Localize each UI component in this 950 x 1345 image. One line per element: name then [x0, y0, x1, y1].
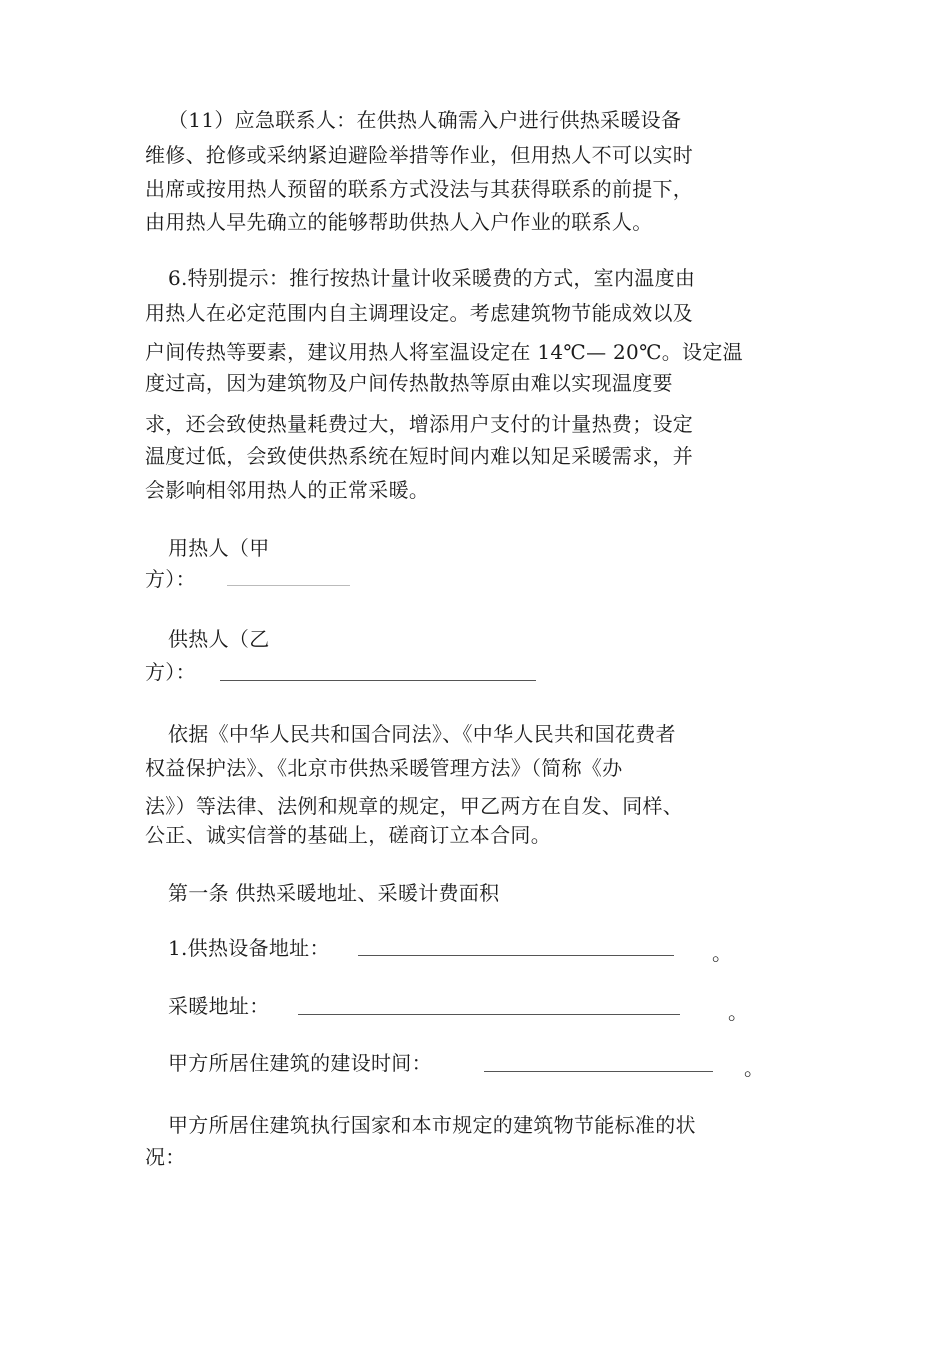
para11-line-2: 维修、抢修或采纳紧迫避险举措等作业，但用热人不可以实时 — [145, 143, 694, 167]
heating-address-period: 。 — [728, 1000, 748, 1024]
party-a-label-2: 方）： — [145, 567, 196, 591]
device-address-blank[interactable] — [358, 955, 674, 956]
heating-address-label: 采暖地址： — [168, 994, 270, 1018]
build-time-blank[interactable] — [484, 1071, 713, 1072]
standard-status-line-2: 况： — [145, 1145, 186, 1169]
build-time-label: 甲方所居住建筑的建设时间： — [168, 1051, 432, 1075]
para11-line-1: （11）应急联系人：在供热人确需入户进行供热采暖设备 — [168, 108, 682, 132]
build-time-period: 。 — [744, 1056, 764, 1080]
para6-line-5: 求，还会致使热量耗费过大，增添用户支付的计量热费；设定 — [145, 412, 694, 436]
para6-line-1: 6.特别提示：推行按热计量计收采暖费的方式，室内温度由 — [168, 266, 696, 290]
basis-line-3: 法》）等法律、法例和规章的规定，甲乙两方在自发、同样、 — [145, 794, 684, 818]
para6-line-2: 用热人在必定范围内自主调理设定。考虑建筑物节能成效以及 — [145, 301, 694, 325]
party-b-label-1: 供热人（乙 — [168, 627, 270, 651]
para6-line-6: 温度过低，会致使供热系统在短时间内难以知足采暖需求，并 — [145, 444, 694, 468]
para6-line-7: 会影响相邻用热人的正常采暖。 — [145, 478, 430, 502]
device-address-period: 。 — [712, 941, 732, 965]
basis-line-2: 权益保护法》、《北京市供热采暖管理方法》（简称《办 — [145, 756, 623, 780]
basis-line-4: 公正、诚实信誉的基础上，磋商订立本合同。 — [145, 823, 551, 847]
para11-line-3: 出席或按用热人预留的联系方式没法与其获得联系的前提下， — [145, 177, 694, 201]
party-b-blank[interactable] — [220, 680, 536, 681]
para6-line-4: 度过高，因为建筑物及户间传热散热等原由难以实现温度要 — [145, 371, 673, 395]
party-a-blank[interactable] — [227, 585, 350, 586]
device-address-label: 1.供热设备地址： — [168, 936, 330, 960]
article1-title: 第一条 供热采暖地址、采暖计费面积 — [168, 881, 500, 905]
standard-status-line-1: 甲方所居住建筑执行国家和本市规定的建筑物节能标准的状 — [168, 1113, 696, 1137]
party-b-label-2: 方）： — [145, 660, 196, 684]
heating-address-blank[interactable] — [298, 1014, 680, 1015]
party-a-label-1: 用热人（甲 — [168, 536, 270, 560]
basis-line-1: 依据《中华人民共和国合同法》、《中华人民共和国花费者 — [168, 722, 676, 746]
para11-line-4: 由用热人早先确立的能够帮助供热人入户作业的联系人。 — [145, 210, 653, 234]
para6-line-3: 户间传热等要素，建议用热人将室温设定在 14℃— 20℃。设定温 — [145, 340, 743, 364]
